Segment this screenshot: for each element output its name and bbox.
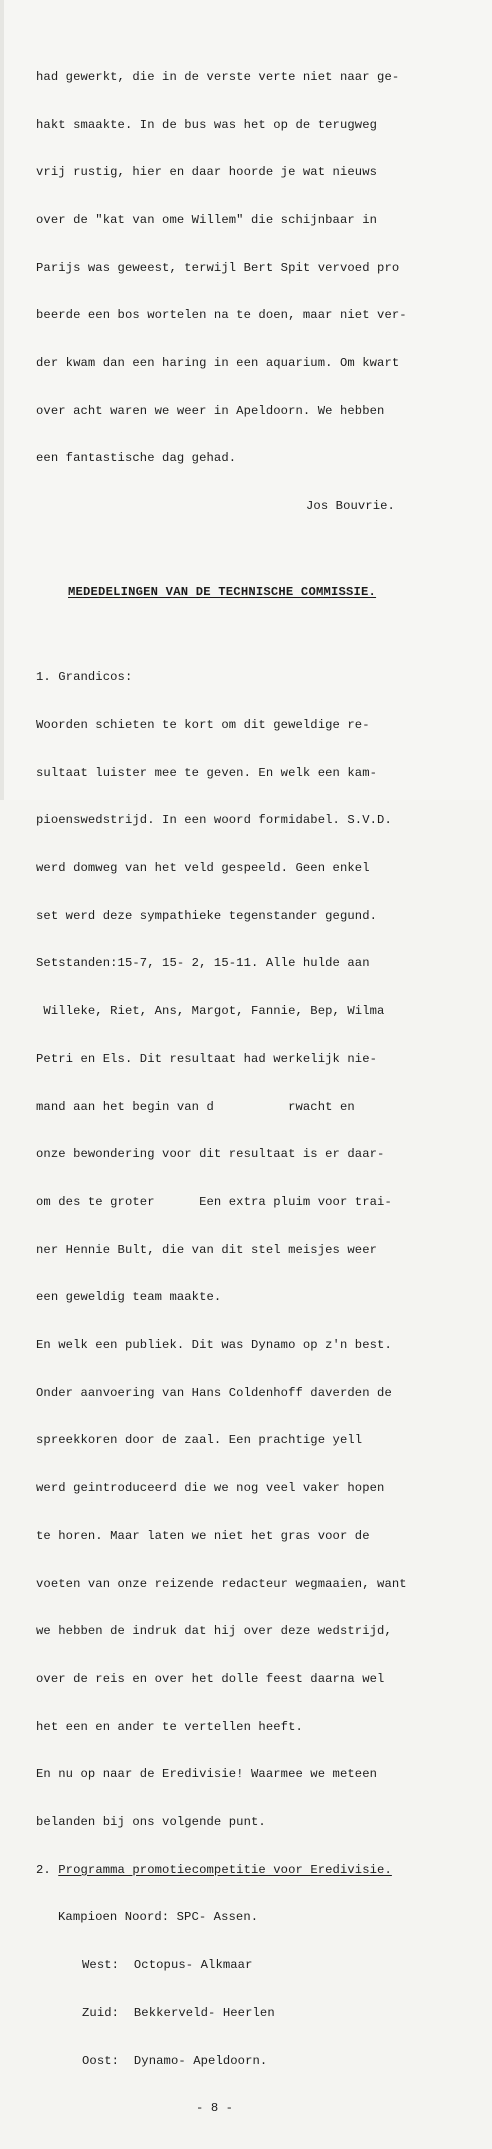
body-line: Woorden schieten te kort om dit geweldige re- [36,717,370,732]
item-2-number: 2. [36,1862,51,1877]
spacer [36,547,466,553]
author-signature: Jos Bouvrie. [306,499,395,514]
body-line: onze bewondering voor dit resultaat is er daar- [36,1147,385,1162]
body-line: ner Hennie Bult, die van dit stel meisjes weer [36,1242,378,1257]
body-line: Petri en Els. Dit resultaat had werkelijk nie- [36,1051,378,1066]
champion-line: Kampioen Noord: SPC- Assen. [58,1910,259,1925]
body-line: werd domweg van het veld gespeeld. Geen enkel [36,860,370,875]
champion-line: Oost: Dynamo- Apeldoorn. [82,2053,268,2068]
section-heading: MEDEDELINGEN VAN DE TECHNISCHE COMMISSIE. [68,584,377,599]
page-number: - 8 - [196,2101,234,2116]
body-line: Onder aanvoering van Hans Coldenhoff daverden de [36,1385,392,1400]
body-line: 1. Grandicos: [36,670,133,685]
body-line: over de reis en over het dolle feest daarna wel [36,1671,385,1686]
body-line: spreekkoren door de zaal. Een prachtige yell [36,1433,363,1448]
body-line: hakt smaakte. In de bus was het op de terugweg [36,117,378,132]
body-line: set werd deze sympathieke tegenstander gegund. [36,908,378,923]
body-line: over acht waren we weer in Apeldoorn. We hebben [36,403,385,418]
item-2-heading [36,1863,466,1879]
champion-line: West: Octopus- Alkmaar [82,1958,253,1973]
body-line: een geweldig team maakte. [36,1290,222,1305]
body-line: belanden bij ons volgende punt. [36,1815,266,1830]
body-line: een fantastische dag gehad. [36,451,237,466]
typed-text-body [36,38,466,2149]
body-line: Setstanden:15-7, 15- 2, 15-11. Alle hulde aan [36,956,370,971]
body-line: om des te groter Een extra pluim voor trai- [36,1194,392,1209]
spacer [36,632,466,638]
body-line: En nu op naar de Eredivisie! Waarmee we meteen [36,1767,378,1782]
body-line: werd geintroduceerd die we nog veel vaker hopen [36,1481,385,1496]
body-line: het een en ander te vertellen heeft. [36,1719,303,1734]
body-line: voeten van onze reizende redacteur wegmaaien, want [36,1576,407,1591]
item-2-title: Programma promotiecompetitie voor Eredivisie. [58,1862,392,1877]
body-line: beerde een bos wortelen na te doen, maar niet ver- [36,308,407,323]
body-line: te horen. Maar laten we niet het gras voor de [36,1528,370,1543]
body-line: we hebben de indruk dat hij over deze wedstrijd, [36,1624,392,1639]
body-line: vrij rustig, hier en daar hoorde je wat nieuws [36,165,378,180]
body-line: over de "kat van ome Willem" die schijnbaar in [36,212,378,227]
body-line: Parijs was geweest, terwijl Bert Spit vervoed pro [36,260,400,275]
body-line: der kwam dan een haring in een aquarium. Om kwart [36,356,400,371]
body-line: Willeke, Riet, Ans, Margot, Fannie, Bep, Wilma [36,1004,385,1019]
body-line: pioenswedstrijd. In een woord formidabel. S.V.D. [36,813,392,828]
body-line: sultaat luister mee te geven. En welk een kam- [36,765,378,780]
body-line: En welk een publiek. Dit was Dynamo op z'n best. [36,1338,392,1353]
champion-line: Zuid: Bekkerveld- Heerlen [82,2005,275,2020]
body-line: mand aan het begin van d rwacht en [36,1099,355,1114]
page-edge [0,0,4,800]
body-line: had gewerkt, die in de verste verte niet naar ge- [36,69,400,84]
